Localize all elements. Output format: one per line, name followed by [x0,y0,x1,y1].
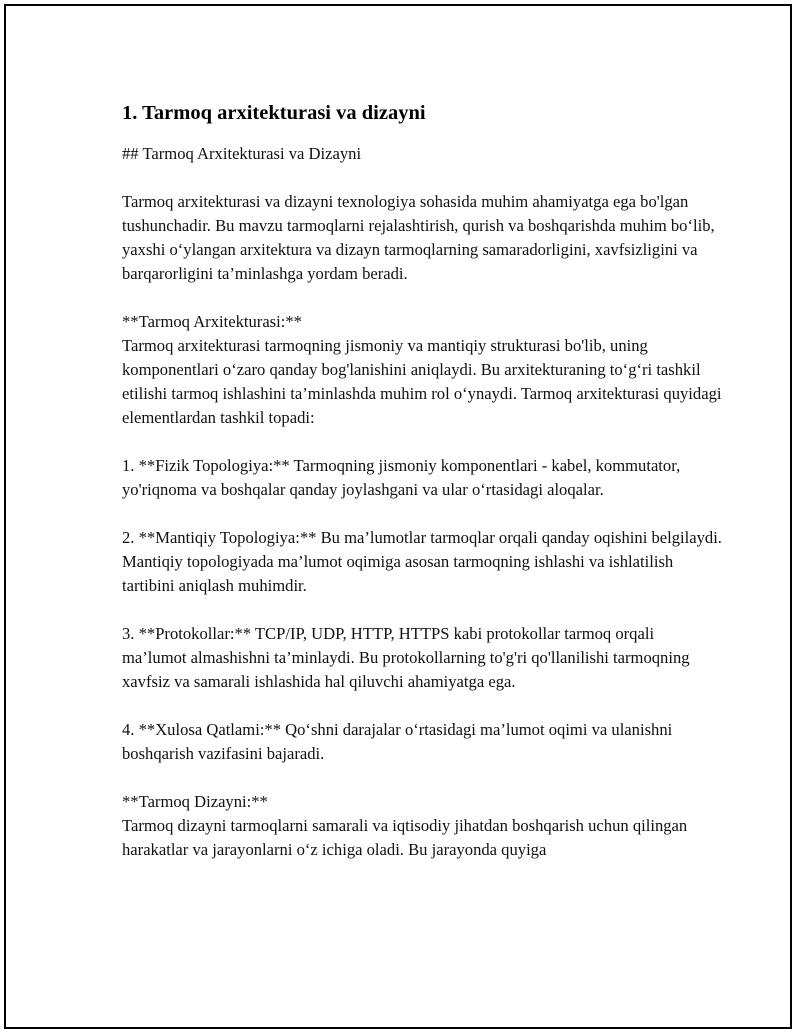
architecture-section-paragraph: **Tarmoq Arxitekturasi:** Tarmoq arxitekturasi tarmoqning jismoniy va mantiqiy strukturasi bo'lib, uning komponentlari o‘zaro qanday bog'lanishini aniqlaydi. Bu arxitekturaning to‘g‘ri tashkil etilishi tarmoq ishlashini ta’minlashda muhim rol o‘ynaydi. Tarmoq arxitekturasi quyidagi elementlardan tashkil topadi: [122,312,722,427]
subheading-paragraph: ## Tarmoq Arxitekturasi va Dizayni [122,144,362,163]
document-page [4,4,792,1029]
list-item-summary-layer: 4. **Xulosa Qatlami:** Qo‘shni darajalar o‘rtasidagi ma’lumot oqimi va ulanishni boshqarish vazifasini bajaradi. [122,720,677,763]
list-item-physical-topology: 1. **Fizik Topologiya:** Tarmoqning jismoniy komponentlari - kabel, kommutator, yo'riqnoma va boshqalar qanday joylashgani va ular o‘rtasidagi aloqalar. [122,456,685,499]
design-section-paragraph: **Tarmoq Dizayni:** Tarmoq dizayni tarmoqlarni samarali va iqtisodiy jihatdan boshqarish uchun qilingan harakatlar va jarayonlarni o‘z ichiga oladi. Bu jarayonda quyiga [122,792,688,859]
document-content [122,100,727,862]
intro-paragraph: Tarmoq arxitekturasi va dizayni texnologiya sohasida muhim ahamiyatga ega bo'lgan tushunchadir. Bu mavzu tarmoqlarni rejalashtirish, qurish va boshqarishda muhim bo‘lib, yaxshi o‘ylangan arxitektura va dizayn tarmoqlarning samaradorligini, xavfsizligini va barqarorligini ta’minlashga yordam beradi. [122,192,719,283]
document-title: 1. Tarmoq arxitekturasi va dizayni [122,102,426,124]
list-item-protocols: 3. **Protokollar:** TCP/IP, UDP, HTTP, HTTPS kabi protokollar tarmoq orqali ma’lumot almashishni ta’minlaydi. Bu protokollarning to'g'ri qo'llanilishi tarmoqning xavfsiz va samarali ishlashida hal qiluvchi ahamiyatga ega. [122,624,694,691]
list-item-logical-topology: 2. **Mantiqiy Topologiya:** Bu ma’lumotlar tarmoqlar orqali qanday oqishini belgilaydi. Mantiqiy topologiyada ma’lumot oqimiga asosan tarmoqning ishlashi va ishlatilish tartibini aniqlash muhimdir. [122,528,727,595]
